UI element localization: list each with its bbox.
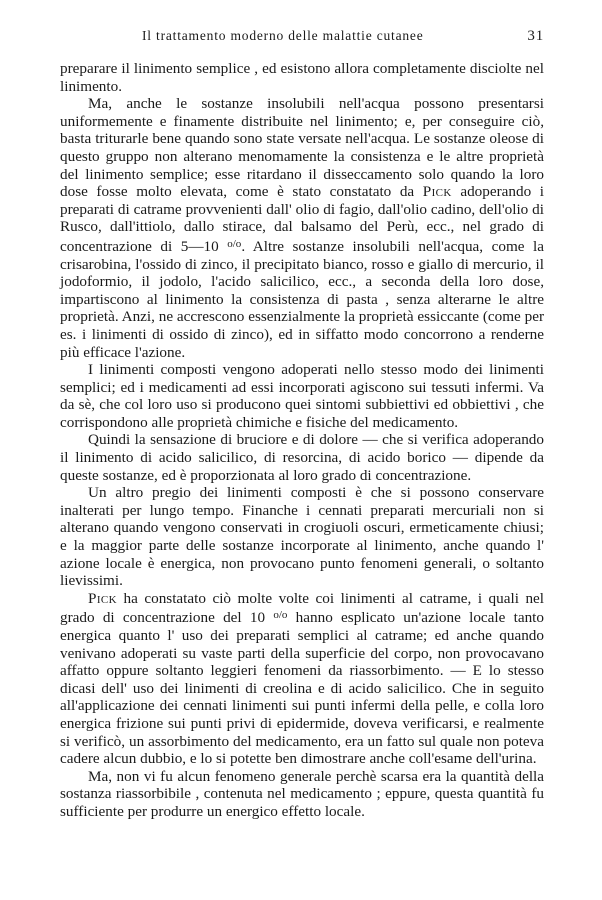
paragraph-4 <box>60 431 544 484</box>
author-name: Pick <box>88 589 117 607</box>
paragraph-2 <box>60 95 544 361</box>
paragraph-text: Ma, anche le sostanze insolubili nell'acqua possono presentarsi uniformemente e finamente distribuite nel linimento; e, per conseguire ciò, basta triturarle bene quando sono state versate nell'acqua. Le sostanze oleose di questo gruppo non alterano menomamente la consistenza e le altre proprietà del linimento semplice; esse ritardano il disseccamento solo quando la loro dose fosse molto elevata, come è stato constatato da <box>60 95 544 201</box>
page <box>60 28 544 821</box>
author-name: Pick <box>422 183 452 201</box>
paragraph-6 <box>60 590 544 768</box>
paragraph-5 <box>60 484 544 590</box>
paragraph-text: ha constatato ciò molte volte coi linimenti al catrame, i quali nel grado di concentrazione del 10 <box>60 589 544 627</box>
paragraph-text: Ma, non vi fu alcun fenomeno generale perchè scarsa era la quantità della sostanza riassorbibile , contenuta nel medicamento ; eppure, questa quantità fu sufficiente per produrre un energico effetto locale. <box>60 767 544 820</box>
paragraph-1 <box>60 60 544 95</box>
paragraph-text: preparare il linimento semplice , ed esistono allora completamente disciolte nel linimento. <box>60 60 544 95</box>
paragraph-text: . Altre sostanze insolubili nell'acqua, come la crisarobina, l'ossido di zinco, il precipitato bianco, rosso e giallo di mercurio, il jodoformio, il jodolo, l'acido salicilico, ecc., a seconda della loro dose, impartiscono al linimento la consistenza di pasta , senza alterarne le altre proprietà. Anzi, ne accrescono essenzialmente la proprietà essiccante (come per es. i linimenti di ossido di zinco), ed in siffatto modo concorrono a renderne più efficace l'azione. <box>60 237 544 361</box>
running-title: Il trattamento moderno delle malattie cutanee <box>142 28 424 43</box>
paragraph-text: I linimenti composti vengono adoperati nello stesso modo dei linimenti semplici; ed i medicamenti ad essi incorporati agiscono sui tessuti infermi. Va da sè, che col loro uso si producono quei sintomi subbiettivi ed obbiettivi , che corrispondono alle proprietà chimiche e fisiche del medicamento. <box>60 361 544 431</box>
percent-sign: o/o <box>227 237 242 250</box>
running-header <box>60 28 544 54</box>
paragraph-3 <box>60 361 544 431</box>
paragraph-text: adoperando i preparati di catrame provvenienti dall' olio di fagio, dall'olio cadino, dell'olio di Rusco, dall'ittiolo, dallo stirace, dal balsamo del Perù, ecc., nel grado di concentrazione di 5—10 <box>60 183 544 255</box>
percent-sign: o/o <box>273 609 288 622</box>
body-text <box>60 60 544 821</box>
paragraph-text: Un altro pregio dei linimenti composti è che si possono conservare inalterati per lungo tempo. Finanche i cennati preparati mercuriali non si alterano quando vengono conservati in crogiuoli oscuri, ermeticamente chiusi; e la maggior parte delle sostanze incorporate al linimento, anche quando l' azione locale è energica, non provocano punto fenomeni generali, o soltanto lievissimi. <box>60 484 544 590</box>
paragraph-7 <box>60 768 544 821</box>
paragraph-text: Quindi la sensazione di bruciore e di dolore — che si verifica adoperando il linimento di acido salicilico, di resorcina, di acido borico — dipende da queste sostanze, ed è proporzionata al loro grado di concentrazione. <box>60 431 544 484</box>
page-number: 31 <box>527 28 544 44</box>
paragraph-text: hanno esplicato un'azione locale tanto energica quanto l' uso dei preparati semplici al catrame; ed anche quando venivano adoperati su vaste parti della superficie del corpo, non provocavano affatto oppure soltanto leggieri fenomeni da riassorbimento. — E lo stesso dicasi dell' uso dei linimenti di creolina e di acido salicilico. Che in seguito all'applicazione dei cennati linimenti sui punti infermi della pelle, e colla loro energica frizione sui punti privi di epidermide, doveva verificarsi, e realmente si verificò, un assorbimento del medicamento, era un fatto sul quale non poteva cadere alcun dubbio, e lo si potette ben dimostrare anche coll'esame dell'urina. <box>60 609 544 768</box>
